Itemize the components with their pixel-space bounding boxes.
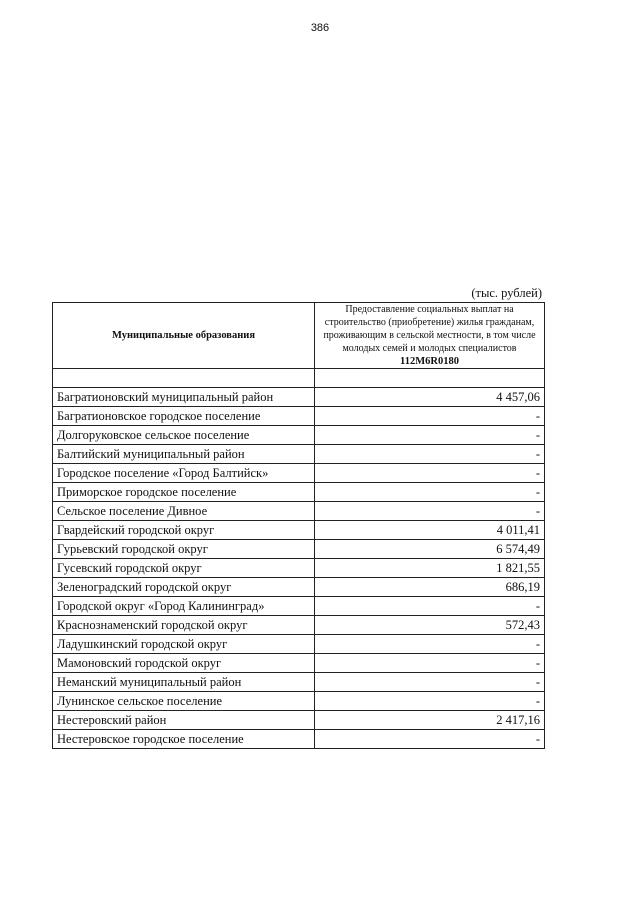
municipality-name: Городское поселение «Город Балтийск» [53,464,315,483]
municipality-name: Долгоруковское сельское поселение [53,426,315,445]
payment-value: - [315,654,545,673]
payment-value: 1 821,55 [315,559,545,578]
table-row [53,730,545,749]
municipality-name: Приморское городское поселение [53,483,315,502]
payment-value: - [315,692,545,711]
municipality-name: Гусевский городской округ [53,559,315,578]
payment-value: 4 011,41 [315,521,545,540]
municipality-name: Зеленоградский городской округ [53,578,315,597]
municipality-name: Сельское поселение Дивное [53,502,315,521]
table-row [53,521,545,540]
table-row [53,483,545,502]
header-spacer [53,369,545,388]
table-row [53,426,545,445]
municipality-name: Гурьевский городской округ [53,540,315,559]
table-row [53,502,545,521]
table-row [53,597,545,616]
table-row [53,673,545,692]
municipality-name: Неманский муниципальный район [53,673,315,692]
table-row [53,388,545,407]
municipality-name: Лунинское сельское поселение [53,692,315,711]
payment-value: - [315,407,545,426]
table-row [53,635,545,654]
payment-value: - [315,597,545,616]
payment-value: 6 574,49 [315,540,545,559]
municipality-name: Гвардейский городской округ [53,521,315,540]
payment-value: - [315,483,545,502]
table-row [53,464,545,483]
table-row [53,578,545,597]
table-row [53,616,545,635]
table-row [53,654,545,673]
page-number: 386 [310,22,330,34]
payment-value: 686,19 [315,578,545,597]
payment-value: - [315,635,545,654]
payment-value: 572,43 [315,616,545,635]
payment-value: 2 417,16 [315,711,545,730]
municipality-name: Ладушкинский городской округ [53,635,315,654]
table-row [53,711,545,730]
municipality-name: Нестеровское городское поселение [53,730,315,749]
table-row [53,445,545,464]
municipality-name: Городской округ «Город Калининград» [53,597,315,616]
table-header-row [53,303,545,369]
budget-table [52,302,545,749]
header-social-payments [315,303,545,369]
table-row [53,692,545,711]
payment-value: - [315,445,545,464]
payment-value: - [315,502,545,521]
municipality-name: Нестеровский район [53,711,315,730]
units-label: (тыс. рублей) [471,286,542,300]
payment-value: - [315,464,545,483]
municipality-name: Мамоновский городской округ [53,654,315,673]
table-row [53,407,545,426]
municipality-name: Багратионовский муниципальный район [53,388,315,407]
table-row [53,540,545,559]
table-row [53,559,545,578]
header-description: Предоставление социальных выплат на строительство (приобретение) жилья гражданам, проживающим в сельской местности, в том числе молодых семей и молодых специалистов [323,304,536,354]
header-municipalities: Муниципальные образования [53,303,315,369]
header-code: 112M6R0180 [400,356,459,367]
municipality-name: Балтийский муниципальный район [53,445,315,464]
payment-value: - [315,730,545,749]
payment-value: 4 457,06 [315,388,545,407]
payment-value: - [315,673,545,692]
municipality-name: Багратионовское городское поселение [53,407,315,426]
municipality-name: Краснознаменский городской округ [53,616,315,635]
payment-value: - [315,426,545,445]
